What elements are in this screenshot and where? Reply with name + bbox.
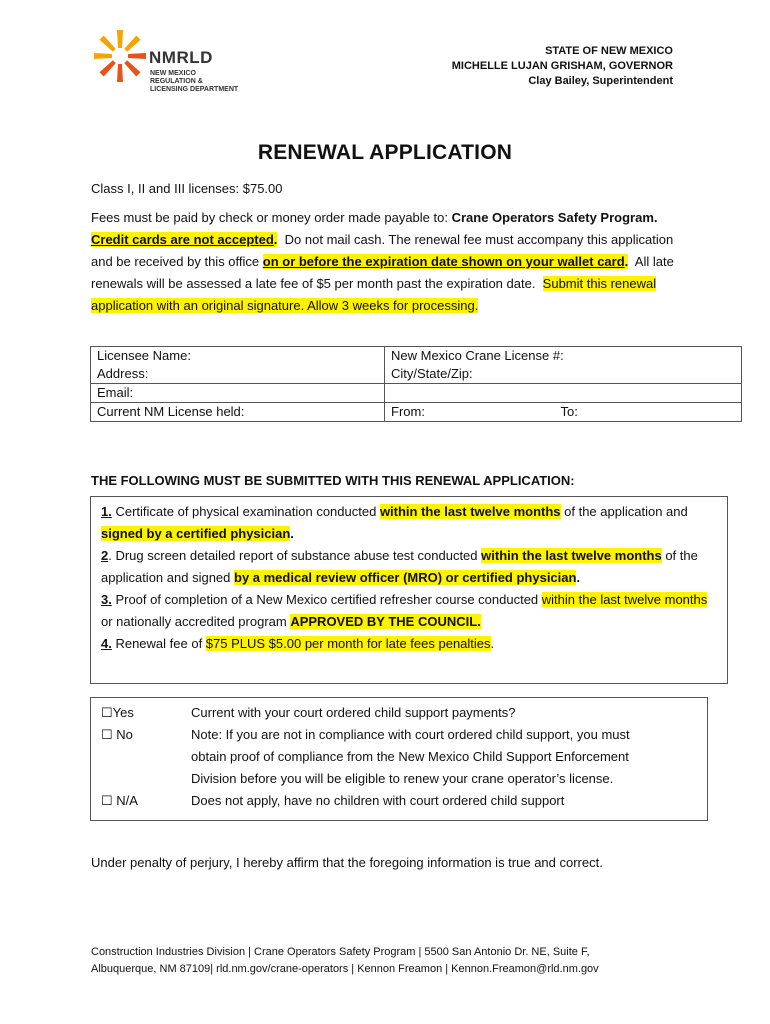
address-field[interactable]: Address: [91,365,385,384]
affirmation-statement: Under penalty of perjury, I hereby affirm that the foregoing information is true and correct. [91,855,603,870]
footer-line: Construction Industries Division | Crane Operators Safety Program | 5500 San Antonio Dr. NE, Suite F, [91,946,590,958]
submit-notice: Submit this renewal application with an original signature. Allow 3 weeks for processing. [91,276,657,313]
logo-subtitle: NEW MEXICO REGULATION & LICENSING DEPARTMENT [150,70,239,93]
empty-cell [385,384,742,403]
na-checkbox[interactable]: ☐ N/A [101,793,138,808]
nmrld-logo [92,28,252,98]
requirements-list [90,496,728,684]
license-info-table [90,346,742,422]
logo-wordmark: NMRLD [149,48,213,67]
licensee-name-field[interactable]: Licensee Name: [91,347,385,366]
email-field[interactable]: Email: [91,384,385,403]
child-support-section [90,697,708,821]
credit-warning: Credit cards are not accepted [91,232,274,247]
na-description: Does not apply, have no children with court ordered child support [191,793,565,808]
current-license-field[interactable]: Current NM License held: [91,403,385,422]
governor-name: MICHELLE LUJAN GRISHAM, GOVERNOR [451,60,673,72]
checkbox-icon: ☐ [101,727,117,742]
requirements-heading: THE FOLLOWING MUST BE SUBMITTED WITH THIS RENEWAL APPLICATION: [91,473,575,488]
requirement-item: 3. Proof of completion of a New Mexico certified refresher course conducted within the last twelve months or nationally accredited program APPROVED BY THE COUNCIL. [101,592,708,629]
nm-license-number-field[interactable]: New Mexico Crane License #: [385,347,742,366]
footer-line: Albuquerque, NM 87109| rld.nm.gov/crane-operators | Kennon Freamon | Kennon.Freamon@rld.nm.gov [91,963,599,975]
no-description: Note: If you are not in compliance with court ordered child support, you must obtain proof of compliance from the New Mexico Child Support Enforcement Division before you will be eligible to renew your crane operator’s license. [191,727,630,786]
checkbox-icon: ☐ [101,705,113,720]
requirement-item: 4. Renewal fee of $75 PLUS $5.00 per month for late fees penalties. [101,636,495,651]
requirement-item: 2. Drug screen detailed report of substance abuse test conducted within the last twelve months of the application and signed by a medical review officer (MRO) or certified physician. [101,548,698,585]
deadline-notice: on or before the expiration date shown on your wallet card [262,254,625,269]
page-title: RENEWAL APPLICATION [257,141,513,164]
fee-line: Class I, II and III licenses: $75.00 [91,181,283,196]
logo-mark-icon [92,28,148,84]
yes-description: Current with your court ordered child support payments? [191,705,516,720]
city-state-zip-field[interactable]: City/State/Zip: [385,365,742,384]
checkbox-icon: ☐ [101,793,117,808]
state-name: STATE OF NEW MEXICO [545,45,673,57]
no-checkbox[interactable]: ☐ No [101,727,133,742]
requirement-item: 1. Certificate of physical examination conducted within the last twelve months of the application and signed by a certified physician. [101,504,688,541]
yes-checkbox[interactable]: ☐Yes [101,705,134,720]
instructions: Fees must be paid by check or money order made payable to: Crane Operators Safety Program. Credit cards are not accepted. Do not mail cash. The renewal fee must accompany this application and be received by this office on or before the expiration date shown on your wallet card. All late renewals will be assessed a late fee of $5 per month past the expiration date. Submit this renewal application with an original signature. Allow 3 weeks for processing. [91,210,674,313]
license-dates-field[interactable]: From: To: [385,403,742,422]
superintendent-name: Clay Bailey, Superintendent [528,75,673,87]
footer [91,944,691,978]
letterhead [452,44,673,89]
